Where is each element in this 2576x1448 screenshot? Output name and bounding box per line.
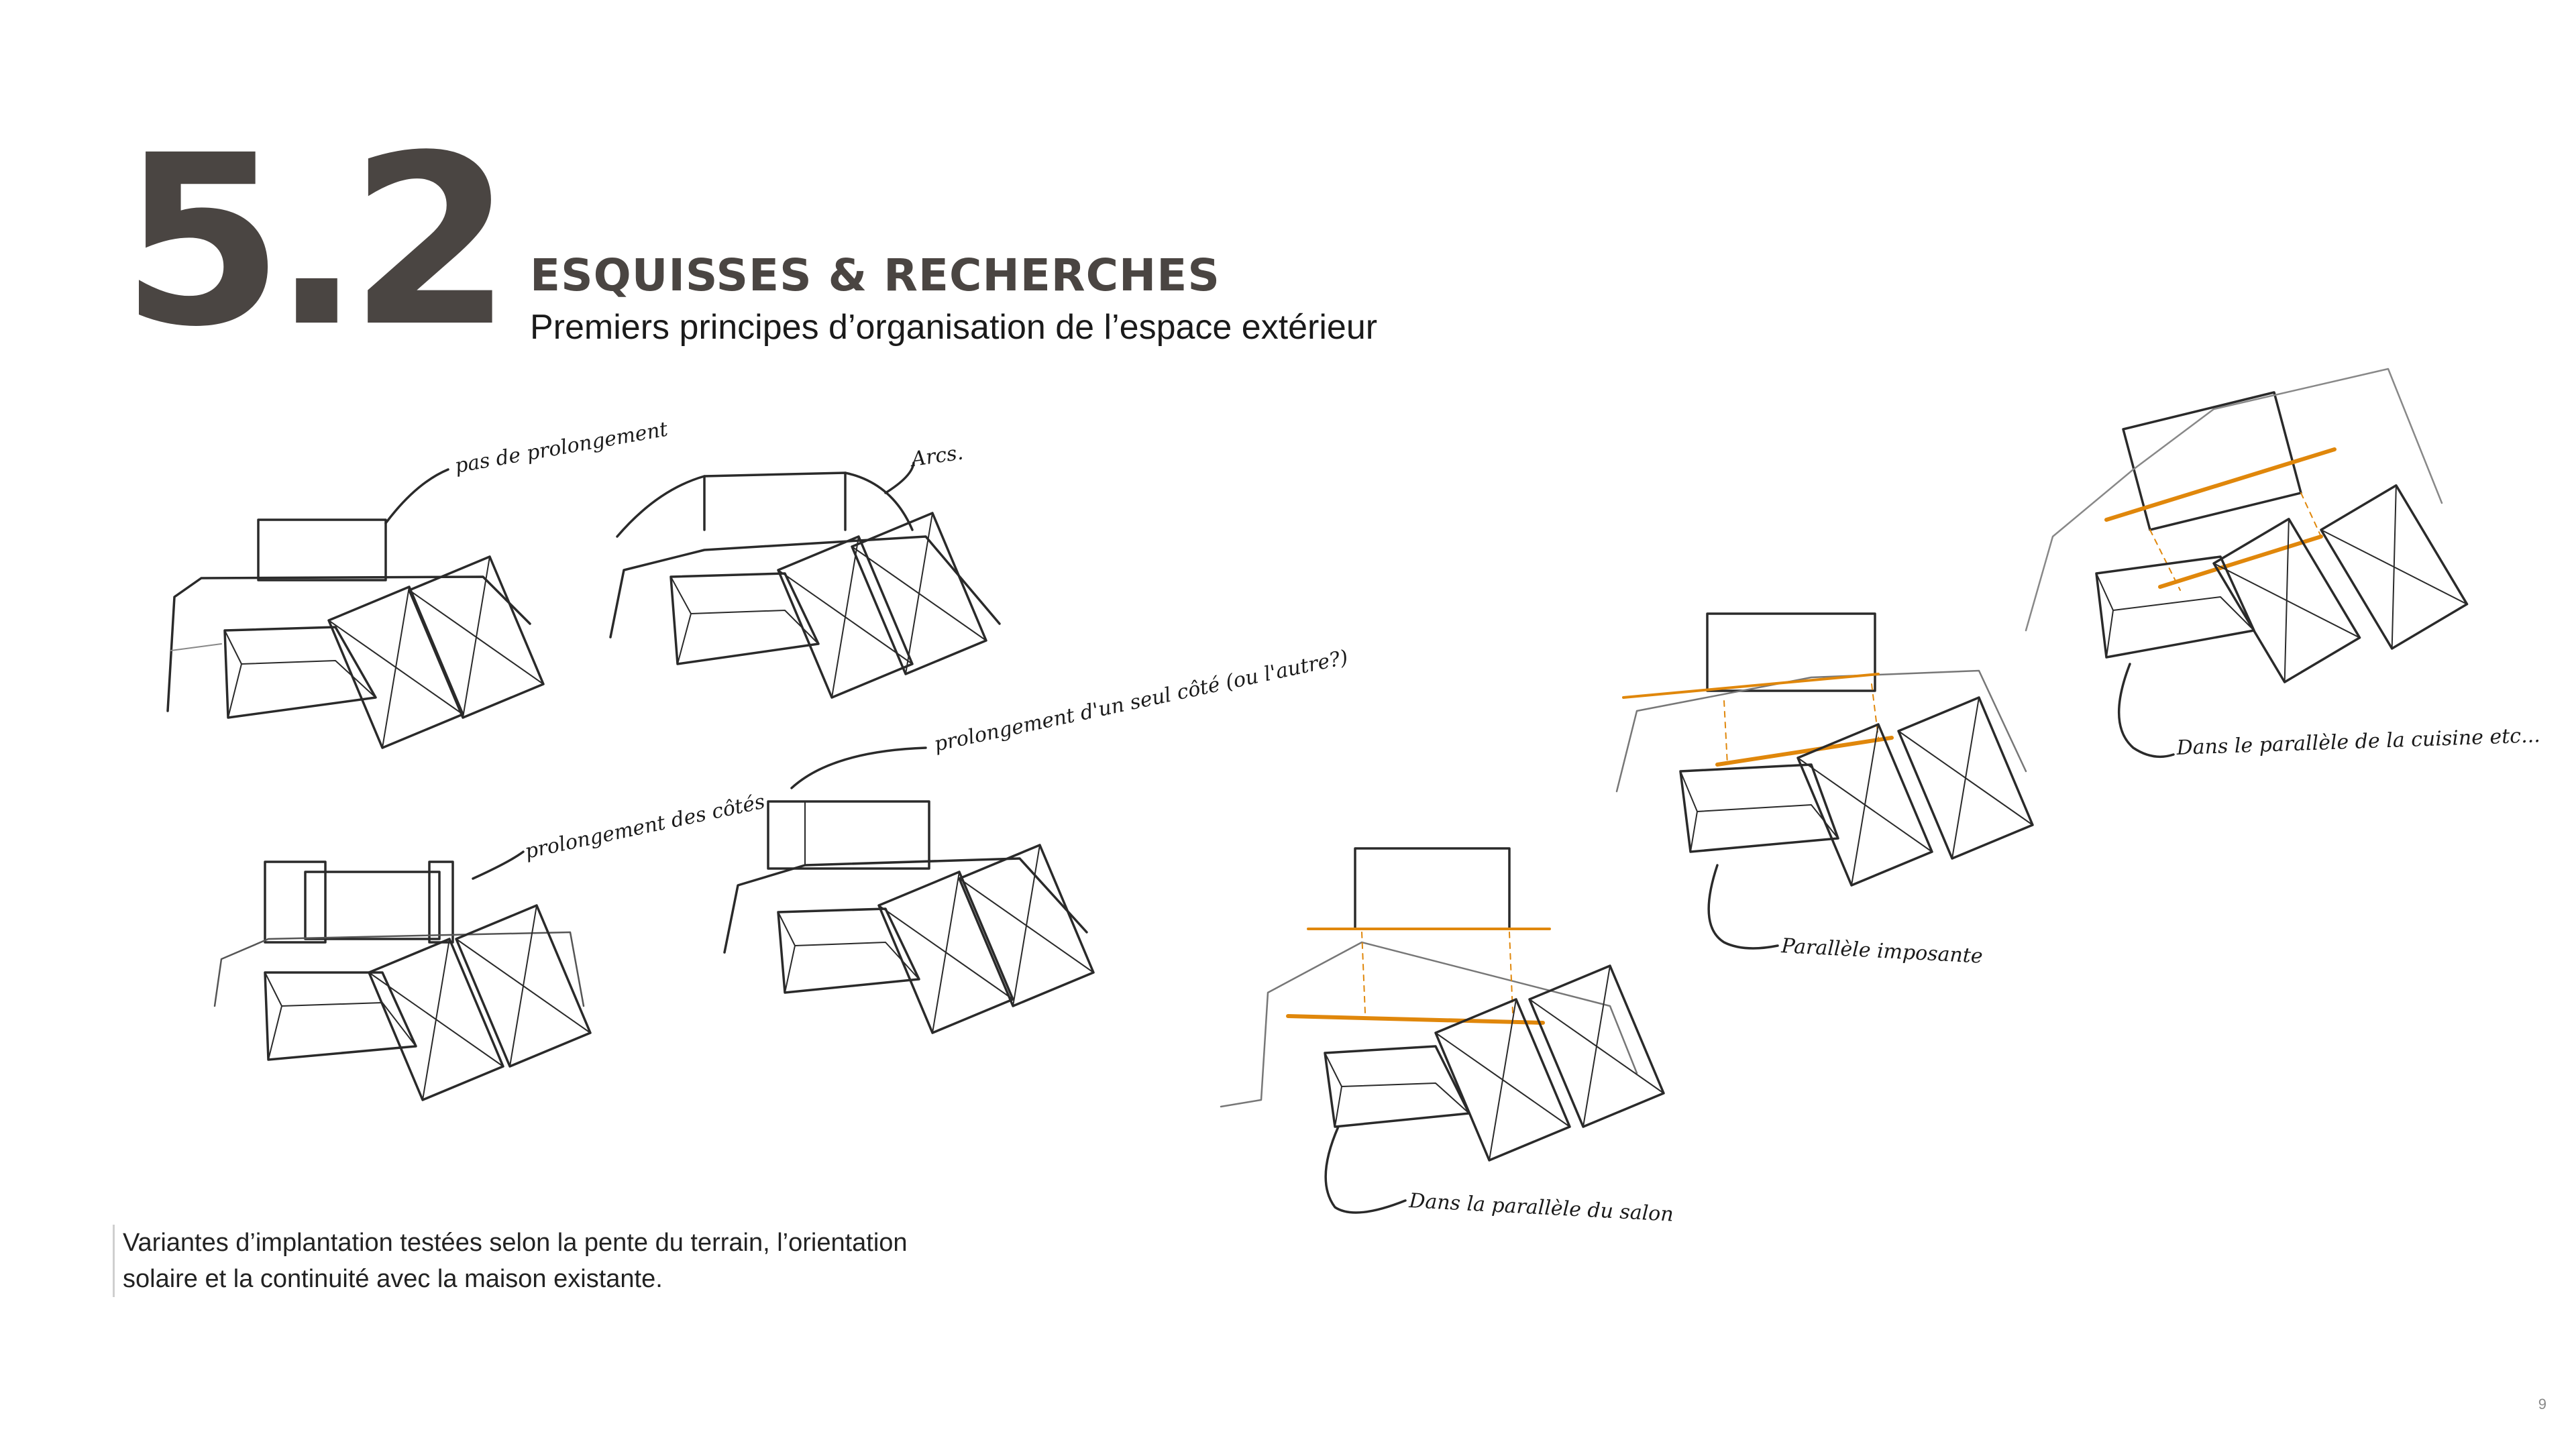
annotation-7: Dans le parallèle de la cuisine etc... — [2176, 724, 2541, 760]
sketch-1 — [168, 469, 543, 748]
section-subtitle: Premiers principes d’organisation de l’espace extérieur — [530, 308, 1378, 347]
annotation-1: pas de prolongement — [453, 417, 670, 478]
sketch-5 — [1221, 848, 1664, 1213]
caption-line-1: Variantes d’implantation testées selon la pente du terrain, l’orientation — [123, 1229, 908, 1257]
annotation-2: Arcs. — [910, 441, 965, 471]
caption — [113, 1225, 1062, 1297]
section-title: ESQUISSES & RECHERCHES — [530, 249, 1220, 301]
annotation-4: prolongement d'un seul côté (ou l'autre?) — [932, 645, 1350, 757]
sketch-3 — [215, 852, 590, 1100]
sketch-4 — [724, 748, 1093, 1033]
annotation-6: Parallèle imposante — [1780, 934, 1984, 968]
sketch-7 — [2026, 369, 2471, 757]
sketch-6 — [1617, 614, 2033, 948]
annotation-3: prolongement des côtés — [523, 789, 767, 864]
section-number: 5.2 — [121, 105, 501, 378]
caption-line-2: solaire et la continuité avec la maison existante. — [123, 1265, 663, 1293]
page-number: 9 — [2538, 1396, 2546, 1412]
sketch-2 — [610, 463, 1000, 698]
annotation-5: Dans la parallèle du salon — [1408, 1189, 1674, 1227]
